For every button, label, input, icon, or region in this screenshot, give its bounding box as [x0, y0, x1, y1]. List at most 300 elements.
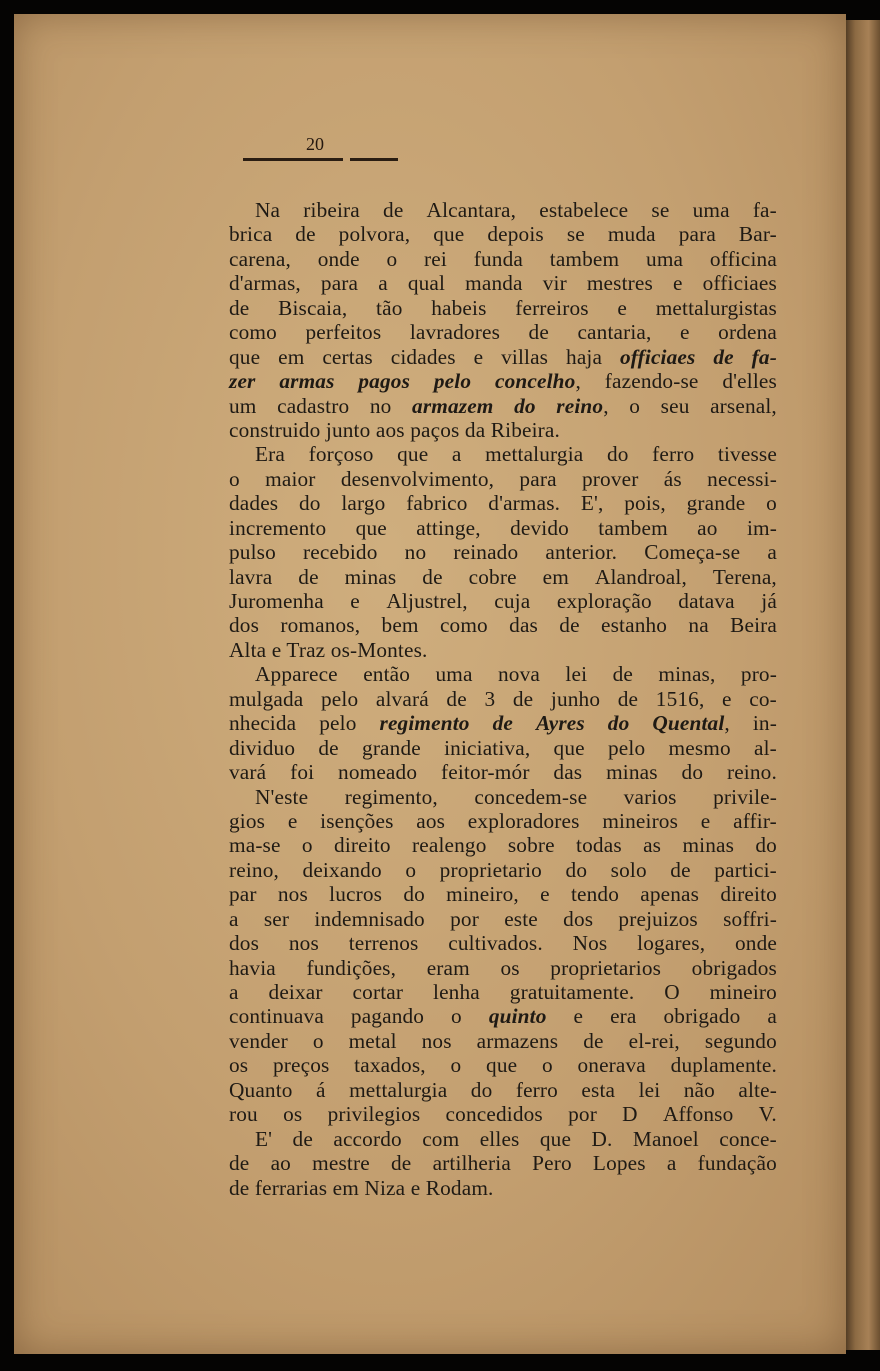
word: qual: [407, 271, 446, 296]
word: o: [405, 857, 417, 882]
word: do: [298, 491, 321, 516]
word: nova: [498, 662, 540, 687]
word: cidades: [390, 344, 456, 369]
word: o: [312, 1028, 324, 1053]
word: pois,: [624, 491, 666, 516]
word: logares,: [637, 931, 706, 956]
word: certas: [322, 344, 373, 369]
word: tendo: [570, 882, 620, 907]
word: de: [295, 222, 316, 247]
word: de: [292, 1126, 313, 1151]
word: continuava: [229, 1004, 324, 1029]
word: em: [278, 344, 305, 369]
word: a: [378, 271, 388, 296]
word: Nos: [572, 931, 608, 956]
word: proprietarios: [550, 955, 662, 980]
word: mesmo: [668, 735, 731, 760]
word: N'este: [255, 784, 309, 809]
word: privile-: [713, 784, 777, 809]
word: habeis: [431, 295, 487, 320]
word: iniciativa,: [444, 735, 531, 760]
word: pelo: [321, 686, 359, 711]
text-line: [229, 516, 777, 540]
word: do: [514, 393, 536, 418]
word: de: [229, 295, 250, 320]
word: e: [680, 320, 690, 345]
word: artilheria: [432, 1151, 511, 1176]
word: armazens: [476, 1028, 559, 1053]
word: lavradores: [409, 320, 501, 345]
word: que: [433, 222, 465, 247]
text-line: [229, 491, 777, 515]
word: dos: [229, 613, 260, 638]
text-line: [229, 833, 777, 857]
word: a: [767, 540, 777, 565]
header-rule-right: [350, 158, 398, 161]
word: Juromenha: [229, 589, 324, 613]
word: tão: [376, 295, 403, 320]
word: dos: [563, 906, 594, 931]
word: onde: [317, 246, 360, 271]
word: pagos: [358, 369, 411, 394]
word: ás: [663, 466, 682, 491]
word: onerava: [577, 1053, 646, 1078]
word: uma: [646, 246, 684, 271]
word: vará: [229, 760, 267, 785]
text-line: [229, 442, 777, 466]
word: fazendo-se: [604, 369, 699, 394]
text-line: [229, 638, 777, 662]
word: taxados,: [354, 1053, 426, 1078]
word: desenvolvimento,: [340, 466, 495, 491]
word: Biscaia,: [278, 295, 348, 320]
word: de: [528, 320, 549, 345]
word: Lopes: [592, 1151, 646, 1176]
word: duplamente.: [670, 1053, 777, 1078]
word: que: [539, 1126, 572, 1151]
word: pelo: [607, 735, 646, 760]
word: officiaes: [702, 271, 777, 296]
word: que: [397, 442, 429, 467]
word: lucros: [329, 882, 383, 907]
word: que: [355, 515, 387, 540]
word: feitor-mór: [440, 760, 530, 785]
word: aos: [416, 808, 446, 833]
word: in-: [752, 711, 777, 736]
word: Aljustrel,: [386, 589, 468, 613]
word: armas: [279, 369, 335, 394]
word: junho: [550, 686, 601, 711]
word: cobre: [468, 564, 517, 589]
word: como: [439, 613, 488, 638]
word: regimento,: [344, 784, 438, 809]
word: exploração: [556, 589, 652, 613]
word: cantaria,: [577, 320, 652, 345]
word: conce-: [719, 1126, 777, 1151]
text-line: [229, 1029, 777, 1053]
word: lei: [638, 1077, 661, 1102]
word: d'armas.: [488, 491, 561, 516]
word: realengo: [412, 833, 487, 858]
word: nos: [421, 1028, 452, 1053]
word: uma: [692, 198, 730, 222]
word: d'elles: [722, 369, 777, 394]
word: pulso: [229, 540, 276, 565]
word: um: [229, 393, 257, 418]
word: de: [391, 1151, 412, 1176]
word: grande: [686, 491, 746, 516]
text-line: [229, 271, 777, 295]
word: recebido: [303, 540, 378, 565]
word: pelo: [433, 369, 472, 394]
word: largo: [341, 491, 386, 516]
word: mettalurgistas: [655, 295, 777, 320]
word: attinge,: [416, 515, 481, 540]
word: a: [767, 1004, 777, 1029]
word: vender: [229, 1028, 288, 1053]
word: em: [542, 564, 569, 589]
text-line: [229, 931, 777, 955]
word: como: [229, 320, 277, 345]
word: proprietario: [439, 857, 542, 882]
text-line: [229, 882, 777, 906]
word: os: [500, 955, 520, 980]
word: mettalurgia: [485, 442, 584, 467]
word: haja: [566, 344, 603, 369]
word: á: [316, 1077, 326, 1102]
word: gratuitamente.: [509, 980, 635, 1004]
word: terrenos: [348, 931, 419, 956]
word: não: [683, 1077, 715, 1102]
word: ferro: [652, 442, 695, 467]
text-line: [229, 394, 777, 418]
text-line: [229, 1127, 777, 1151]
word: por: [568, 1102, 597, 1127]
word: direito: [334, 833, 391, 858]
word: grande: [362, 735, 421, 760]
text-line: [229, 1078, 777, 1102]
word: soffri-: [723, 906, 777, 931]
text-line: [229, 467, 777, 491]
word: todas: [576, 833, 622, 858]
word: pro-: [740, 662, 777, 687]
word: tivesse: [717, 442, 777, 467]
word: e: [287, 808, 298, 833]
word: para: [320, 271, 359, 296]
word: officiaes: [619, 344, 696, 369]
word: do: [755, 833, 777, 858]
word: de: [713, 344, 734, 369]
word: prover: [581, 466, 639, 491]
word: Era: [255, 442, 286, 467]
text-segment: construido junto aos paços da Ribeira.: [229, 417, 560, 442]
word: para: [519, 466, 557, 491]
word: reino,: [229, 857, 279, 882]
word: Pero: [532, 1151, 572, 1176]
word: do: [403, 882, 425, 907]
word: nhecida: [229, 711, 297, 736]
word: e: [617, 295, 628, 320]
word: fa-: [751, 344, 777, 369]
word: que: [486, 1053, 518, 1078]
word: depois: [487, 222, 544, 247]
word: metal: [348, 1028, 397, 1053]
word: brica: [229, 222, 273, 247]
word: a: [451, 442, 462, 467]
word: direito: [720, 882, 777, 907]
text-line: [229, 1176, 777, 1200]
text-line: [229, 222, 777, 246]
word: 1516,: [655, 686, 705, 711]
text-line: [229, 1053, 777, 1077]
word: seu: [660, 393, 690, 418]
word: V.: [758, 1102, 777, 1127]
word: onde: [735, 931, 777, 956]
word: datava: [678, 589, 735, 613]
word: esta: [581, 1077, 616, 1102]
text-line: [229, 565, 777, 589]
word: de: [612, 662, 633, 687]
word: se: [651, 198, 670, 222]
word: al-: [754, 735, 777, 760]
word: cortar: [352, 980, 404, 1004]
word: arsenal,: [710, 393, 777, 418]
word: o: [229, 466, 240, 491]
text-line: [229, 760, 777, 784]
word: o: [386, 246, 398, 271]
word: privilegios: [327, 1102, 421, 1127]
word: ferro: [515, 1077, 558, 1102]
word: fundições,: [306, 955, 397, 980]
word: segundo: [704, 1028, 777, 1053]
word: im-: [746, 515, 777, 540]
word: sobre: [507, 833, 555, 858]
word: uma: [435, 662, 473, 687]
word: do: [470, 1077, 493, 1102]
word: preços: [272, 1053, 330, 1078]
word: a: [229, 906, 239, 931]
word: cadastro: [277, 393, 350, 418]
word: ao: [697, 515, 718, 540]
word: ma-se: [229, 833, 281, 858]
text-line: [229, 785, 777, 809]
word: ao: [270, 1151, 291, 1176]
word: de: [559, 613, 580, 638]
word: dos: [229, 931, 260, 956]
word: para: [678, 222, 716, 247]
word: mestre: [312, 1151, 370, 1176]
word: nomeado: [338, 760, 418, 785]
word: de: [298, 564, 319, 589]
word: ribeira: [303, 198, 360, 222]
text-line: [229, 956, 777, 980]
word: muda: [607, 222, 656, 247]
word: Manoel: [632, 1126, 699, 1151]
word: reino.: [726, 760, 777, 785]
word: de: [446, 686, 467, 711]
word: deixando: [302, 857, 382, 882]
text-line: [229, 858, 777, 882]
word: concelho,: [494, 369, 581, 394]
word: maior: [265, 466, 316, 491]
word: que: [229, 344, 261, 369]
word: el-rei,: [628, 1028, 680, 1053]
text-line: [229, 198, 777, 222]
word: rou: [229, 1102, 258, 1127]
word: vir: [542, 271, 567, 296]
word: nos: [288, 931, 319, 956]
word: reino,: [556, 393, 609, 418]
word: Começa-se: [644, 540, 741, 565]
word: mestres: [586, 271, 653, 296]
word: bem: [381, 613, 419, 638]
text-line: [229, 296, 777, 320]
word: eram: [426, 955, 470, 980]
word: minas: [344, 564, 397, 589]
word: Apparece: [255, 662, 338, 687]
text-line: [229, 320, 777, 344]
word: tambem: [549, 246, 620, 271]
word: se: [566, 222, 585, 247]
word: Beira: [730, 613, 777, 638]
word: e: [722, 686, 732, 711]
word: Na: [255, 198, 281, 222]
word: partici-: [714, 857, 777, 882]
word: pelo: [319, 711, 357, 736]
word: ferreiros: [515, 295, 589, 320]
word: E': [255, 1126, 273, 1151]
word: já: [761, 589, 777, 613]
text-line: [229, 369, 777, 393]
word: do: [681, 760, 704, 785]
word: exploradores: [467, 808, 580, 833]
word: obrigados: [691, 955, 777, 980]
word: accordo: [333, 1126, 402, 1151]
header-rule-left: [243, 158, 343, 161]
word: era: [610, 1004, 637, 1029]
word: estanho: [601, 613, 668, 638]
word: mineiros: [602, 808, 679, 833]
word: no: [369, 393, 392, 418]
word: fundação: [697, 1151, 777, 1176]
text-line: [229, 1004, 777, 1028]
word: Alcantara,: [426, 198, 517, 222]
text-line: [229, 980, 777, 1004]
word: ser: [263, 906, 290, 931]
word: e: [350, 589, 360, 613]
word: lei: [565, 662, 588, 687]
text-line: [229, 662, 777, 686]
text-line: [229, 687, 777, 711]
word: rei: [424, 246, 447, 271]
text-segment: de ferrarias em Niza e Rodam.: [229, 1175, 494, 1200]
word: fa-: [752, 198, 777, 222]
word: ordena: [718, 320, 777, 345]
word: do: [606, 442, 629, 467]
word: deixar: [268, 980, 323, 1004]
word: havia: [229, 955, 276, 980]
word: prejuizos: [618, 906, 698, 931]
text-line: [229, 540, 777, 564]
word: apenas: [640, 882, 700, 907]
word: o: [450, 1053, 462, 1078]
text-segment: Alta e Traz os-Montes.: [229, 637, 428, 662]
text-line: [229, 1151, 777, 1175]
word: elles: [479, 1126, 520, 1151]
text-line: [229, 907, 777, 931]
word: com: [422, 1126, 460, 1151]
word: funda: [473, 246, 523, 271]
word: concedidos: [445, 1102, 543, 1127]
page-number: 20: [306, 134, 324, 154]
word: do: [607, 711, 630, 736]
word: tambem: [598, 515, 668, 540]
word: O: [664, 980, 680, 1004]
word: estabelece: [539, 198, 629, 222]
word: dades: [229, 491, 279, 516]
word: armazem: [412, 393, 494, 418]
word: do: [565, 857, 588, 882]
word: as: [643, 833, 662, 858]
word: cuja: [494, 589, 531, 613]
word: alte-: [738, 1077, 777, 1102]
word: par: [229, 882, 257, 907]
word: na: [688, 613, 709, 638]
word: alvará: [375, 686, 429, 711]
word: de: [229, 1151, 250, 1176]
word: solo: [610, 857, 647, 882]
word: minas: [682, 833, 735, 858]
word: no: [404, 540, 427, 565]
word: das: [553, 760, 583, 785]
word: de: [512, 686, 534, 711]
word: de: [422, 564, 443, 589]
word: os: [229, 1053, 249, 1078]
word: concedem-se: [474, 784, 588, 809]
text-line: [229, 247, 777, 271]
word: os: [283, 1102, 303, 1127]
text-line: [229, 736, 777, 760]
text-line: [229, 1102, 777, 1126]
word: romanos,: [280, 613, 361, 638]
word: Quanto: [229, 1077, 293, 1102]
word: villas: [501, 344, 549, 369]
word: das: [509, 613, 538, 638]
text-line: [229, 589, 777, 613]
word: devido: [510, 515, 569, 540]
word: regimento: [379, 711, 470, 736]
word: pagando: [350, 1004, 425, 1029]
word: D.: [591, 1126, 613, 1151]
word: manda: [465, 271, 523, 296]
word: e: [473, 344, 484, 369]
word: necessi-: [707, 466, 777, 491]
word: varios: [623, 784, 677, 809]
word: a: [666, 1151, 677, 1176]
word: Terena,: [712, 564, 777, 589]
word: minas,: [658, 662, 716, 687]
word: anterior.: [545, 540, 618, 565]
word: forçoso: [308, 442, 374, 467]
word: officina: [709, 246, 777, 271]
word: o: [766, 491, 777, 516]
word: isenções: [320, 808, 394, 833]
word: polvora,: [338, 222, 411, 247]
word: d'armas,: [229, 271, 301, 296]
word: fabrico: [406, 491, 468, 516]
word: o: [451, 1004, 462, 1029]
word: mineiro: [709, 980, 777, 1004]
